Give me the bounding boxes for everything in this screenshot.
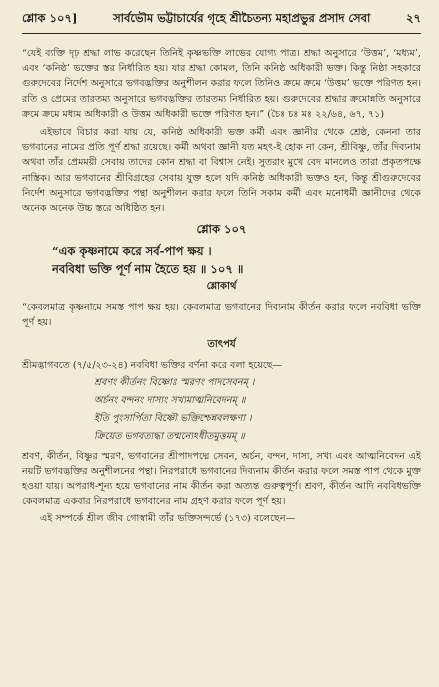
quote-line-2: অর্চনং বন্দনং দাস্যং সখ্যমাত্মনিবেদনম্ ॥ xyxy=(94,394,246,406)
purport-intro: শ্রীমদ্ভাগবতে (৭/৫/২৩-২৪) নববিধা ভক্তির বর্ণনা করে বলা হয়েছে— xyxy=(22,359,283,371)
purport-body: শ্রবণ, কীর্তন, বিষ্ণুর স্মরণ, ভগবানের শ্রীপাদপদ্মে সেবন, অর্চন, বন্দন, দাস্য, সখ্য এবং আত্মনিবেদন এই নয়টি ভগবদ্ভক্তির অনুশীলনের পন্থা। নিরপরাধে ভগবানের দিব্যনাম কীর্তন করার ফলে সমস্ত পাপ থেকে মুক্ত হওয়া যায়। অপরাধ-শূন্য হয়ে ভগবানের নাম কীর্তন করা অত্যন্ত গুরুত্বপূর্ণ। শ্রবণ, কীর্তন আদি নববিধভক্তি কেবলমাত্র একবার নিরপরাধে ভগবানের নাম গ্রহণ করার ফলে পূর্ণ হয়। xyxy=(22,450,421,508)
quote-line-3: ইতি পুংসার্পিতা বিষ্ণৌ ভক্তিশ্চেন্নবলক্ষণা । xyxy=(94,412,252,424)
purport-closing: এই সম্পর্কে শ্রীল জীব গোস্বামী তাঁর ভক্তিসন্দর্ভে (১৭৩) বলেছেন— xyxy=(40,512,296,524)
page-number: ২৭ xyxy=(406,11,421,25)
paragraph-quote-cc: “যেই ব্যক্তি দৃঢ় শ্রদ্ধা লাভ করেছেন তিনিই কৃষ্ণভক্তি লাভের যোগ্য পাত্র। শ্রদ্ধা অনুসারে ‘উত্তম’, ‘মধ্যম’, এবং ‘কনিষ্ঠ’ ভক্তের স্তর নির্ধারিত হয়। যার শ্রদ্ধা কোমল, তিনি কনিষ্ঠ অধিকারী ভক্ত। কিন্তু নিষ্ঠা সহকারে গুরুদেবের নির্দেশ অনুসারে ভগবদ্ভক্তির অনুশীলন করার ফলে তিনিও ক্রমে ক্রমে ‘উত্তম’ ভক্তে পরিণত হন। রতি ও প্রেমের তারতম্য অনুসারে ভগবদ্ভক্তির তারতম্য নির্ধারিত হয়। গুরুদেবের শ্রদ্ধার ক্রমোন্নতি অনুসারে ক্রমে ক্রমে মধ্যম অধিকারী ও উত্তম অধিকারী ভক্তে পরিণত হন।” (চৈঃ চঃ মঃ ২২/৬৪, ৬৭, ৭১) xyxy=(22,48,421,120)
translation-text: “কেবলমাত্র কৃষ্ণনামে সমস্ত পাপ ক্ষয় হয়। কেবলমাত্র ভগবানের দিব্যনাম কীর্তন করার ফলে নববিধা ভক্তি পূর্ণ হয়। xyxy=(22,302,421,329)
sloka-heading: শ্লোক ১০৭ xyxy=(196,222,247,237)
verse-line-2: নববিধা ভক্তি পূর্ণ নাম হৈতে হয় ॥ ১০৭ ॥ xyxy=(52,262,244,277)
paragraph-explanation: এইভাবে বিচার করা যায় যে, কনিষ্ঠ অধিকারী ভক্ত কর্মী এবং জ্ঞানীর থেকে শ্রেষ্ঠ, কেননা তার ভগবানের নামের প্রতি পূর্ণ শ্রদ্ধা রয়েছে। কর্মী অথবা জ্ঞানী যত মহৎ-ই হোক না কেন, শ্রীবিষ্ণু, তাঁর দিব্যনাম অথবা তাঁর প্রেমময়ী সেবায় তাদের কোন শ্রদ্ধা বা বিশ্বাস নেই। সুতরাং মুখে বেদ মানলেও তারা প্রকৃতপক্ষে নাস্তিক। আর ভগবানের শ্রীবিগ্রহের সেবায় যুক্ত হলে যদি কনিষ্ঠ অধিকারী ভক্তও হন, কিন্তু শ্রীগুরুদেবের নির্দেশ অনুসারে ভগবদ্ভক্তির পন্থা অনুশীলন করার ফলে তিনি সকাম কর্মী এবং মনোধর্মী জ্ঞানীদের থেকে অনেক অনেক উচ্চ স্তরে অধিষ্ঠিত হন। xyxy=(22,127,421,215)
page-header xyxy=(22,10,421,34)
header-verse-ref: শ্লোক ১০৭] xyxy=(22,11,78,25)
bhagavatam-quote xyxy=(22,374,421,446)
quote-line-1: শ্রবণং কীর্তনং বিষ্ণোঃ স্মরণং পাদসেবনম্ । xyxy=(94,376,255,388)
sloka-verse xyxy=(22,242,421,278)
purport-label: তাৎপর্য xyxy=(207,338,236,350)
translation-label: শ্লোকার্থ xyxy=(206,281,237,293)
verse-line-1: “এক কৃষ্ণনামে করে সর্ব-পাপ ক্ষয় । xyxy=(52,244,212,259)
header-chapter-title: সার্বভৌম ভট্টাচার্যের গৃহে শ্রীচৈতন্য মহাপ্রভুর প্রসাদ সেবা xyxy=(113,11,371,25)
quote-line-4: ক্রিয়েত ভগবত্যদ্ধা তন্মন্যেঽধীতমুত্তমম্ ॥ xyxy=(94,430,245,442)
